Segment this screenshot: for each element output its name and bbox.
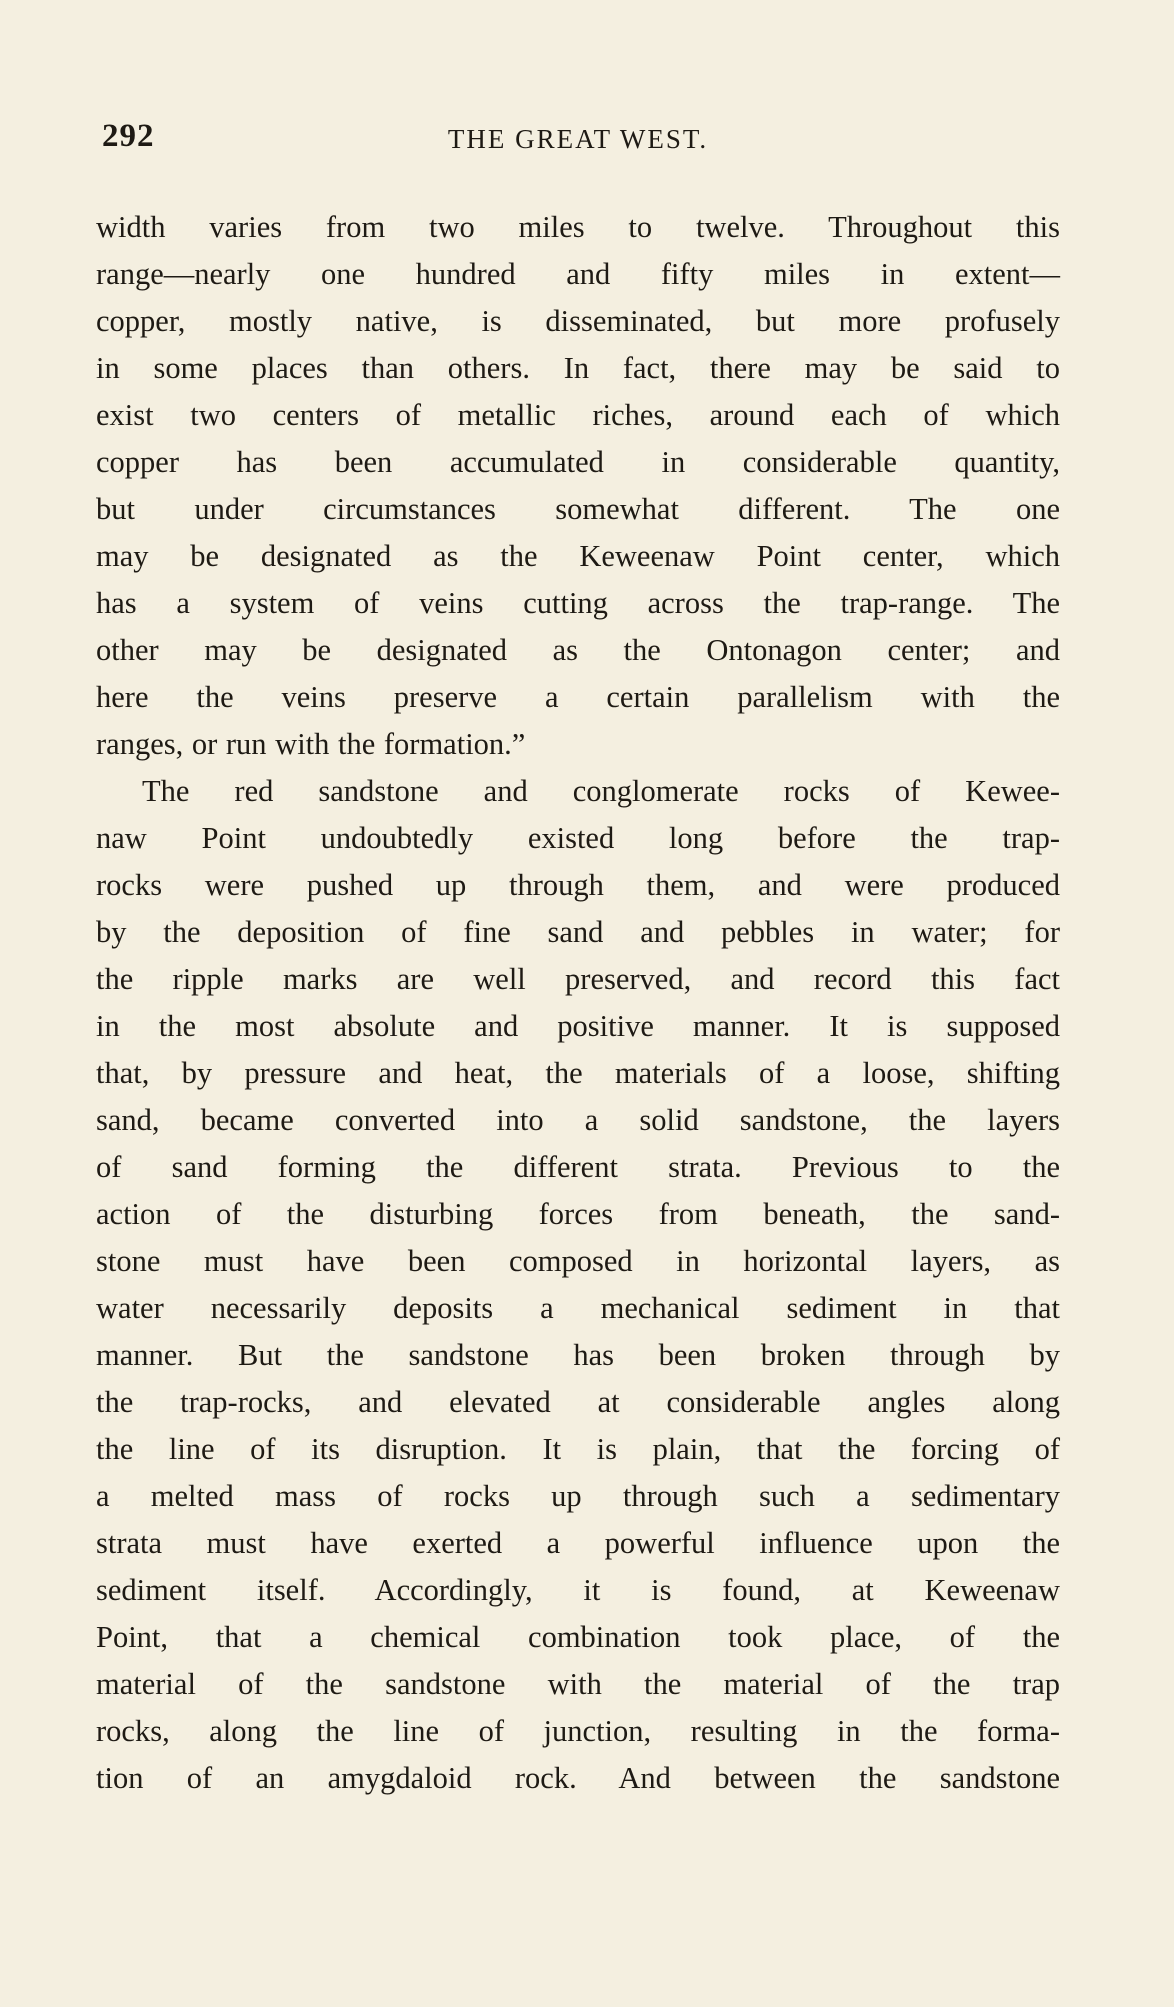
text-line: copper, mostly native, is disseminated, but more profusely <box>96 304 1060 338</box>
text-line: ranges, or run with the formation.” <box>96 727 526 761</box>
text-line: in the most absolute and positive manner. It is supposed <box>96 1009 1060 1043</box>
text-line: strata must have exerted a powerful influence upon the <box>96 1526 1060 1560</box>
text-line: the trap-rocks, and elevated at considerable angles along <box>96 1385 1060 1419</box>
text-line: has a system of veins cutting across the trap-range. The <box>96 586 1060 620</box>
text-line: a melted mass of rocks up through such a sedimentary <box>96 1479 1060 1513</box>
text-line: manner. But the sandstone has been broken through by <box>96 1338 1060 1372</box>
text-line: but under circumstances somewhat different. The one <box>96 492 1060 526</box>
running-head <box>96 118 1060 158</box>
text-line: tion of an amygdaloid rock. And between the sandstone <box>96 1761 1060 1795</box>
text-line: copper has been accumulated in considerable quantity, <box>96 445 1060 479</box>
text-line: Point, that a chemical combination took place, of the <box>96 1620 1060 1654</box>
text-line: action of the disturbing forces from beneath, the sand- <box>96 1197 1060 1231</box>
text-line: sediment itself. Accordingly, it is found, at Keweenaw <box>96 1573 1060 1607</box>
text-line: sand, became converted into a solid sandstone, the layers <box>96 1103 1060 1137</box>
text-line: naw Point undoubtedly existed long before the trap- <box>96 821 1060 855</box>
text-line: of sand forming the different strata. Previous to the <box>96 1150 1060 1184</box>
text-line: here the veins preserve a certain parallelism with the <box>96 680 1060 714</box>
text-line: water necessarily deposits a mechanical sediment in that <box>96 1291 1060 1325</box>
text-line: stone must have been composed in horizontal layers, as <box>96 1244 1060 1278</box>
text-line: by the deposition of fine sand and pebbles in water; for <box>96 915 1060 949</box>
text-line: material of the sandstone with the material of the trap <box>96 1667 1060 1701</box>
page-number: 292 <box>102 118 155 154</box>
text-line: other may be designated as the Ontonagon center; and <box>96 633 1060 667</box>
text-line: in some places than others. In fact, there may be said to <box>96 351 1060 385</box>
text-line: The red sandstone and conglomerate rocks of Kewee- <box>142 774 1060 808</box>
text-line: rocks, along the line of junction, resulting in the forma- <box>96 1714 1060 1748</box>
text-line: exist two centers of metallic riches, around each of which <box>96 398 1060 432</box>
paragraph-1 <box>96 204 1060 768</box>
text-line: range—nearly one hundred and fifty miles in extent— <box>96 257 1060 291</box>
text-line: width varies from two miles to twelve. Throughout this <box>96 210 1060 244</box>
running-title: THE GREAT WEST. <box>447 124 709 154</box>
paragraph-2 <box>96 768 1060 1802</box>
text-line: the line of its disruption. It is plain, that the forcing of <box>96 1432 1060 1466</box>
text-line: the ripple marks are well preserved, and record this fact <box>96 962 1060 996</box>
text-line: rocks were pushed up through them, and were produced <box>96 868 1060 902</box>
book-page <box>96 118 1060 1802</box>
text-line: that, by pressure and heat, the materials of a loose, shifting <box>96 1056 1060 1090</box>
text-line: may be designated as the Keweenaw Point center, which <box>96 539 1060 573</box>
